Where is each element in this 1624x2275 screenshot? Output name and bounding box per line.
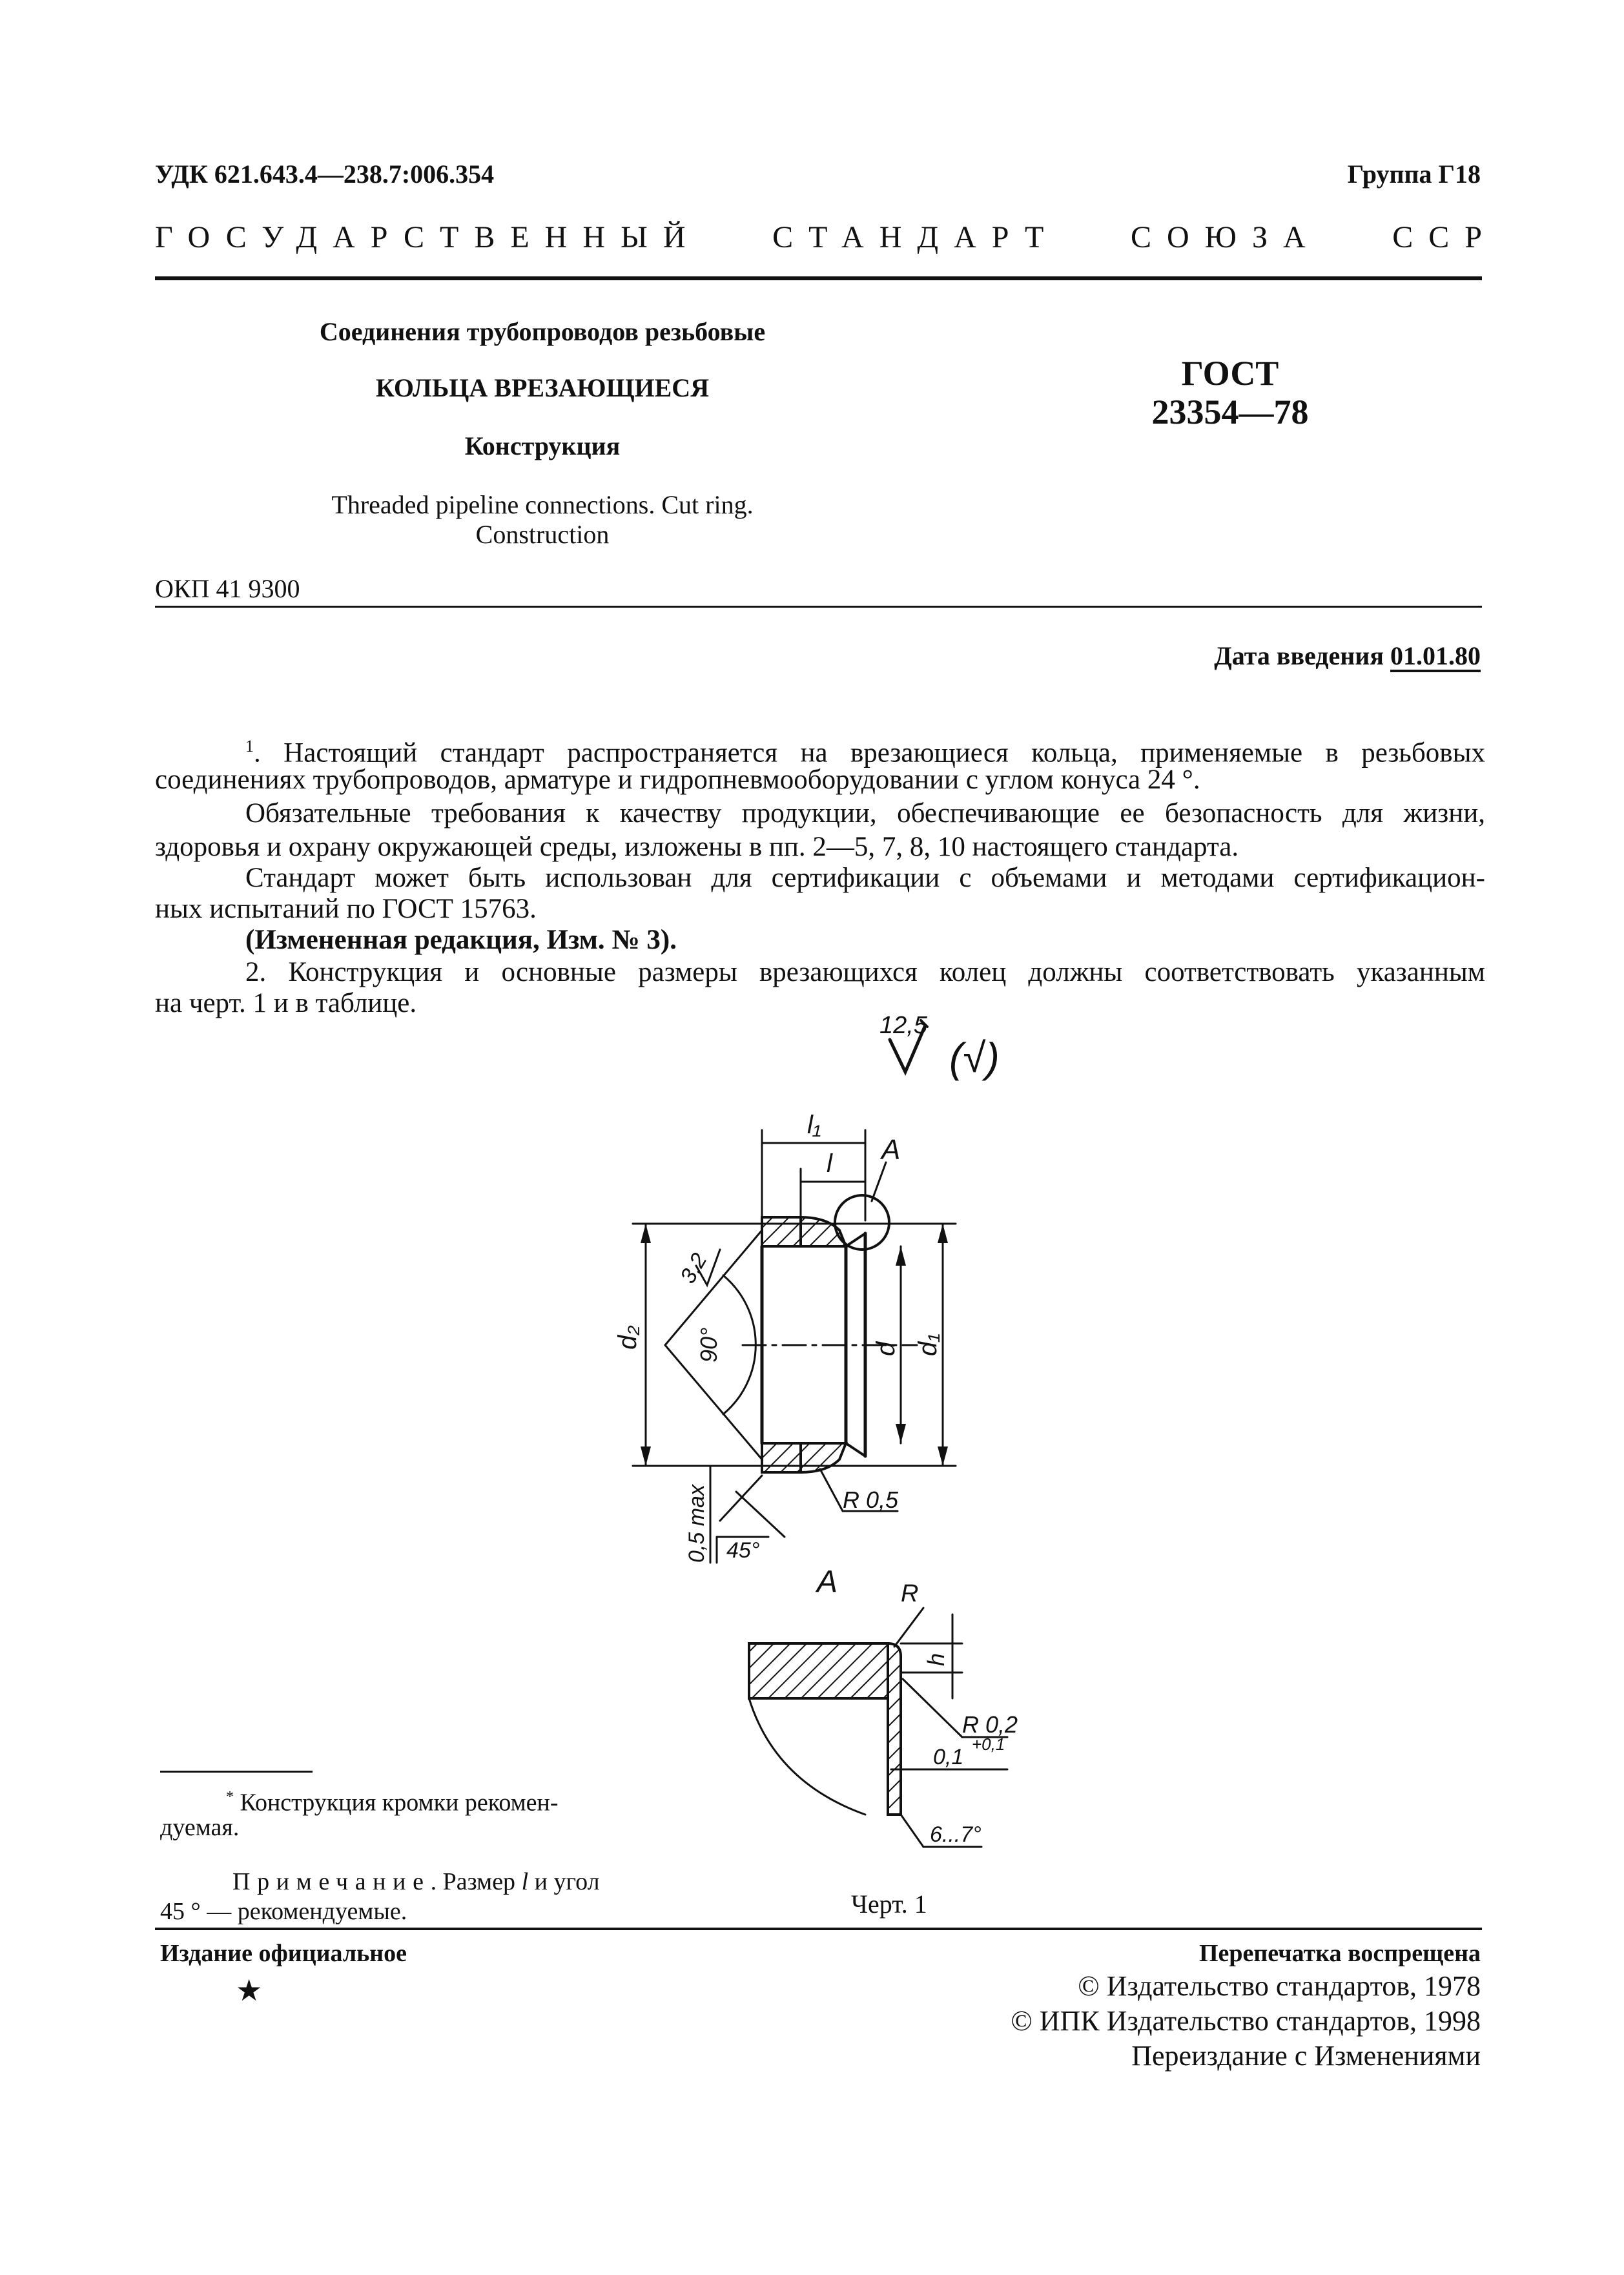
gost-label: ГОСТ (1181, 354, 1279, 393)
chamfer-top (846, 1233, 865, 1246)
p5-text-a: 2. Конструкция и основные размеры врезающихся колец должны соответствовать указанным (245, 957, 1485, 987)
paragraph-2-line-2: здоровья и охрану окружающей среды, изложены в пп. 2—5, 7, 8, 10 настоящего стандарта. (155, 832, 1239, 862)
paragraph-3-line-2: ных испытаний по ГОСТ 15763. (155, 894, 537, 924)
bottom-hatched-section (762, 1443, 801, 1472)
detail-edge (888, 1643, 901, 1815)
label-h: h (923, 1652, 949, 1666)
okp-code: ОКП 41 9300 (155, 574, 300, 603)
gost-number: 23354—78 (1151, 393, 1309, 431)
intro-date-label: Дата введения (1214, 641, 1384, 670)
heading-word-1: ГОСУДАРСТВЕННЫЙ (155, 220, 701, 254)
label-detail-a: A (817, 1565, 838, 1599)
note-label: Примечание (232, 1868, 431, 1895)
r05-leader (820, 1469, 843, 1511)
label-angle-67: 6...7° (930, 1822, 982, 1847)
p1-marker: 1 (245, 737, 254, 756)
heading-word-4: ССР (1392, 220, 1497, 254)
p3-text-a: Стандарт может быть использован для сертификации с объемами и методами сертификацион- (245, 863, 1485, 893)
roughness-value-text: 12,5 (879, 1012, 927, 1039)
label-l: l (827, 1149, 832, 1178)
angle-45-arc-leader (736, 1492, 785, 1537)
note-line-1 (232, 1868, 600, 1896)
label-angle-45: 45° (726, 1538, 760, 1563)
label-tol-sup: +0,1 (972, 1735, 1005, 1754)
p2-text-a: Обязательные требования к качеству продукции, обеспечивающие ее безопасность для жизни, (245, 798, 1485, 829)
detail-hatched-section (749, 1643, 888, 1698)
label-r: R (901, 1580, 919, 1607)
label-tol-base: 0,1 (933, 1745, 964, 1769)
view-a-leader (872, 1162, 886, 1201)
footer-rule (155, 1928, 1482, 1930)
paragraph-1-line-2: соединениях трубопроводов, арматуре и гидропневмооборудовании с углом конуса 24 °. (155, 765, 1200, 795)
title-en-line-2: Construction (475, 520, 610, 549)
reprint-notice: Перепечатка воспрещена (1198, 1940, 1481, 1967)
label-d1: d₁ (914, 1333, 942, 1356)
top-lip (801, 1217, 846, 1246)
chamfer-45-line (720, 1476, 762, 1521)
detail-circle (835, 1195, 889, 1250)
label-r02: R 0,2 (962, 1711, 1018, 1738)
angle-67-leader (901, 1815, 923, 1847)
note-text-b: и угол (528, 1868, 600, 1895)
paragraph-5-line-2: на черт. 1 и в таблице. (155, 988, 417, 1018)
note-text-a: . Размер (430, 1868, 522, 1895)
label-rough-32: 3,2 (675, 1249, 712, 1288)
copyright-1978: © Издательство стандартов, 1978 (1078, 1970, 1481, 2002)
label-view-a: A (881, 1134, 901, 1166)
label-l1: l₁ (807, 1111, 821, 1139)
footnote-text-a: Конструкция кромки рекомен- (234, 1789, 559, 1817)
heading-word-3: СОЮЗА (1130, 220, 1321, 254)
note-line-2: 45 ° — рекомендуемые. (160, 1898, 407, 1925)
label-max05: 0,5 max (684, 1485, 709, 1563)
udk-code: УДК 621.643.4—238.7:006.354 (155, 160, 495, 189)
star-icon: ★ (236, 1974, 263, 2007)
official-edition: Издание официальное (160, 1940, 407, 1967)
bottom-lip (801, 1443, 846, 1472)
p4-text: (Измененная редакция, Изм. № 3). (245, 925, 677, 955)
note-var-l: l (521, 1868, 529, 1895)
detail-break-line (749, 1698, 865, 1815)
title-line-2: КОЛЬЦА ВРЕЗАЮЩИЕСЯ (375, 373, 710, 402)
intro-date-value: 01.01.80 (1390, 641, 1481, 670)
drawing-caption: Черт. 1 (851, 1889, 927, 1919)
roughness-paren-text: (√) (949, 1035, 1000, 1081)
label-angle-90: 90° (695, 1327, 722, 1363)
footnote-star: * (226, 1789, 234, 1806)
top-hatched-section (762, 1217, 801, 1246)
chamfer-bottom (846, 1443, 865, 1456)
label-d2: d₂ (613, 1325, 642, 1350)
title-line-3: Конструкция (464, 431, 621, 460)
footnote-rule (160, 1771, 313, 1773)
title-en-line-1: Threaded pipeline connections. Cut ring. (331, 490, 754, 519)
label-r05: R 0,5 (843, 1487, 899, 1513)
footnote-line-1 (226, 1781, 559, 1819)
group-code: Группа Г18 (1347, 160, 1481, 189)
title-line-1: Соединения трубопроводов резьбовые (319, 317, 766, 346)
r-leader (894, 1608, 923, 1647)
heading-word-2: СТАНДАРТ (772, 220, 1060, 254)
p1-text-a: . Настоящий стандарт распространяется на врезающиеся кольца, применяемые в резьбовых (254, 737, 1485, 768)
label-d: d (872, 1341, 900, 1356)
copyright-1998: © ИПК Издательство стандартов, 1998 (1011, 2005, 1481, 2037)
reissue-note: Переиздание с Изменениями (1131, 2040, 1481, 2072)
footnote-line-2: дуемая. (160, 1814, 240, 1841)
